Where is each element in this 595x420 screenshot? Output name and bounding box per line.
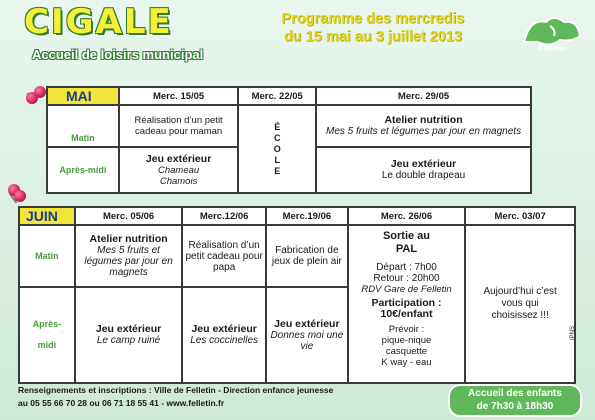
- opening-hours-badge: [450, 386, 580, 415]
- activity-cell: [266, 287, 348, 383]
- logo-name: Felletin: [538, 44, 567, 53]
- bring-item: pique-nique: [381, 335, 432, 346]
- activity-text: Fabrication de jeux de plein air: [271, 245, 342, 267]
- date-header: Merc. 22/05: [238, 87, 316, 105]
- hours-line: de 7h30 à 18h30: [476, 401, 554, 412]
- departure-time: Départ : 7h00: [376, 262, 437, 273]
- hours-line: Accueil des enfants: [468, 388, 562, 399]
- program-line1: Programme des mercredis: [281, 11, 465, 27]
- bring-item: K way - eau: [381, 357, 432, 368]
- activity-text: Mes 5 fruits et légumes par jour en magnets: [325, 126, 522, 137]
- free-choice-text: Aujourd’hui c’est vous qui choisissez !!!: [483, 286, 557, 321]
- school-letter: O: [273, 143, 281, 154]
- activity-cell: [119, 147, 239, 193]
- activity-cell: [316, 105, 531, 147]
- activity-text: Chameau: [158, 164, 200, 176]
- pushpin-icon: [14, 190, 26, 202]
- outing-cell: [348, 225, 466, 383]
- month-label-june: JUIN: [19, 207, 75, 225]
- month-label-may: MAI: [47, 87, 119, 105]
- row-label-part: midi: [37, 340, 57, 350]
- row-label-afternoon: [19, 287, 75, 383]
- school-letter: E: [274, 165, 281, 176]
- activity-text: Chamois: [159, 175, 198, 187]
- program-heading: [228, 10, 518, 46]
- pushpin-icon: [26, 92, 38, 104]
- bring-label: Prévoir :: [388, 324, 425, 335]
- brand-subtitle: Accueil de loisirs municipal: [32, 47, 204, 62]
- info-line: Renseignements et inscriptions : Ville de Felletin - Direction enfance jeunesse: [18, 385, 334, 395]
- date-header: Merc. 15/05: [119, 87, 239, 105]
- date-header: Merc. 03/07: [465, 207, 575, 225]
- activity-text: Le camp ruiné: [96, 335, 161, 346]
- activity-title: Atelier nutrition: [384, 114, 463, 126]
- bring-item: casquette: [385, 346, 428, 357]
- may-schedule-table: [46, 86, 532, 194]
- activity-text: Mes 5 fruits et légumes par jour en magnets: [84, 245, 173, 278]
- activity-text: Donnes moi une vie: [270, 329, 344, 352]
- date-header: Merc. 26/06: [348, 207, 466, 225]
- activity-cell: [75, 287, 182, 383]
- activity-cell: [316, 147, 531, 193]
- activity-title: Jeu extérieur: [274, 317, 340, 330]
- row-label-morning: Matin: [47, 105, 119, 147]
- activity-title: Jeu extérieur: [191, 323, 257, 335]
- contact-line: au 05 55 66 70 28 ou 06 71 18 55 41 - www.felletin.fr: [18, 398, 225, 408]
- activity-title: Jeu extérieur: [95, 323, 162, 335]
- school-letter: É: [274, 121, 281, 132]
- activity-text: Le double drapeau: [381, 170, 466, 181]
- date-header: Merc.12/06: [182, 207, 266, 225]
- activity-cell: [75, 225, 182, 287]
- participation-label: Participation :: [371, 297, 442, 309]
- school-letter: L: [274, 154, 280, 165]
- participation-price: 10€/enfant: [380, 308, 433, 320]
- date-header: Merc.19/06: [266, 207, 348, 225]
- school-letter: C: [273, 132, 281, 143]
- return-time: Retour : 20h00: [373, 273, 440, 284]
- date-header: Merc. 29/05: [316, 87, 531, 105]
- date-header: Merc. 05/06: [75, 207, 182, 225]
- activity-title: Jeu extérieur: [390, 158, 457, 170]
- activity-cell: [266, 225, 348, 287]
- free-choice-cell: [465, 225, 575, 383]
- activity-cell: [119, 105, 239, 147]
- program-line2: du 15 mai au 3 juillet 2013: [283, 29, 463, 45]
- activity-title: Atelier nutrition: [89, 233, 168, 245]
- school-label: [241, 122, 313, 177]
- outing-title: Sortie au PAL: [382, 230, 431, 255]
- activity-title: Jeu extérieur: [145, 152, 212, 165]
- row-label-morning: Matin: [19, 225, 75, 287]
- june-schedule-table: [18, 206, 576, 384]
- row-label-afternoon: Après-midi: [47, 147, 119, 193]
- activity-cell: [182, 225, 266, 287]
- row-label-part: Après-: [32, 319, 62, 329]
- school-cell: [238, 105, 316, 193]
- activity-cell: [182, 287, 266, 383]
- brand-block: [18, 2, 228, 68]
- brand-title: CIGALE: [24, 2, 173, 42]
- ipns-label: IPNS: [570, 325, 576, 340]
- activity-text: Réalisation d’un petit cadeau pour papa: [185, 239, 263, 273]
- activity-text: Réalisation d’un petit cadeau pour maman: [134, 115, 223, 137]
- meeting-point: RDV Gare de Felletin: [361, 284, 452, 295]
- activity-text: Les coccinelles: [190, 335, 259, 346]
